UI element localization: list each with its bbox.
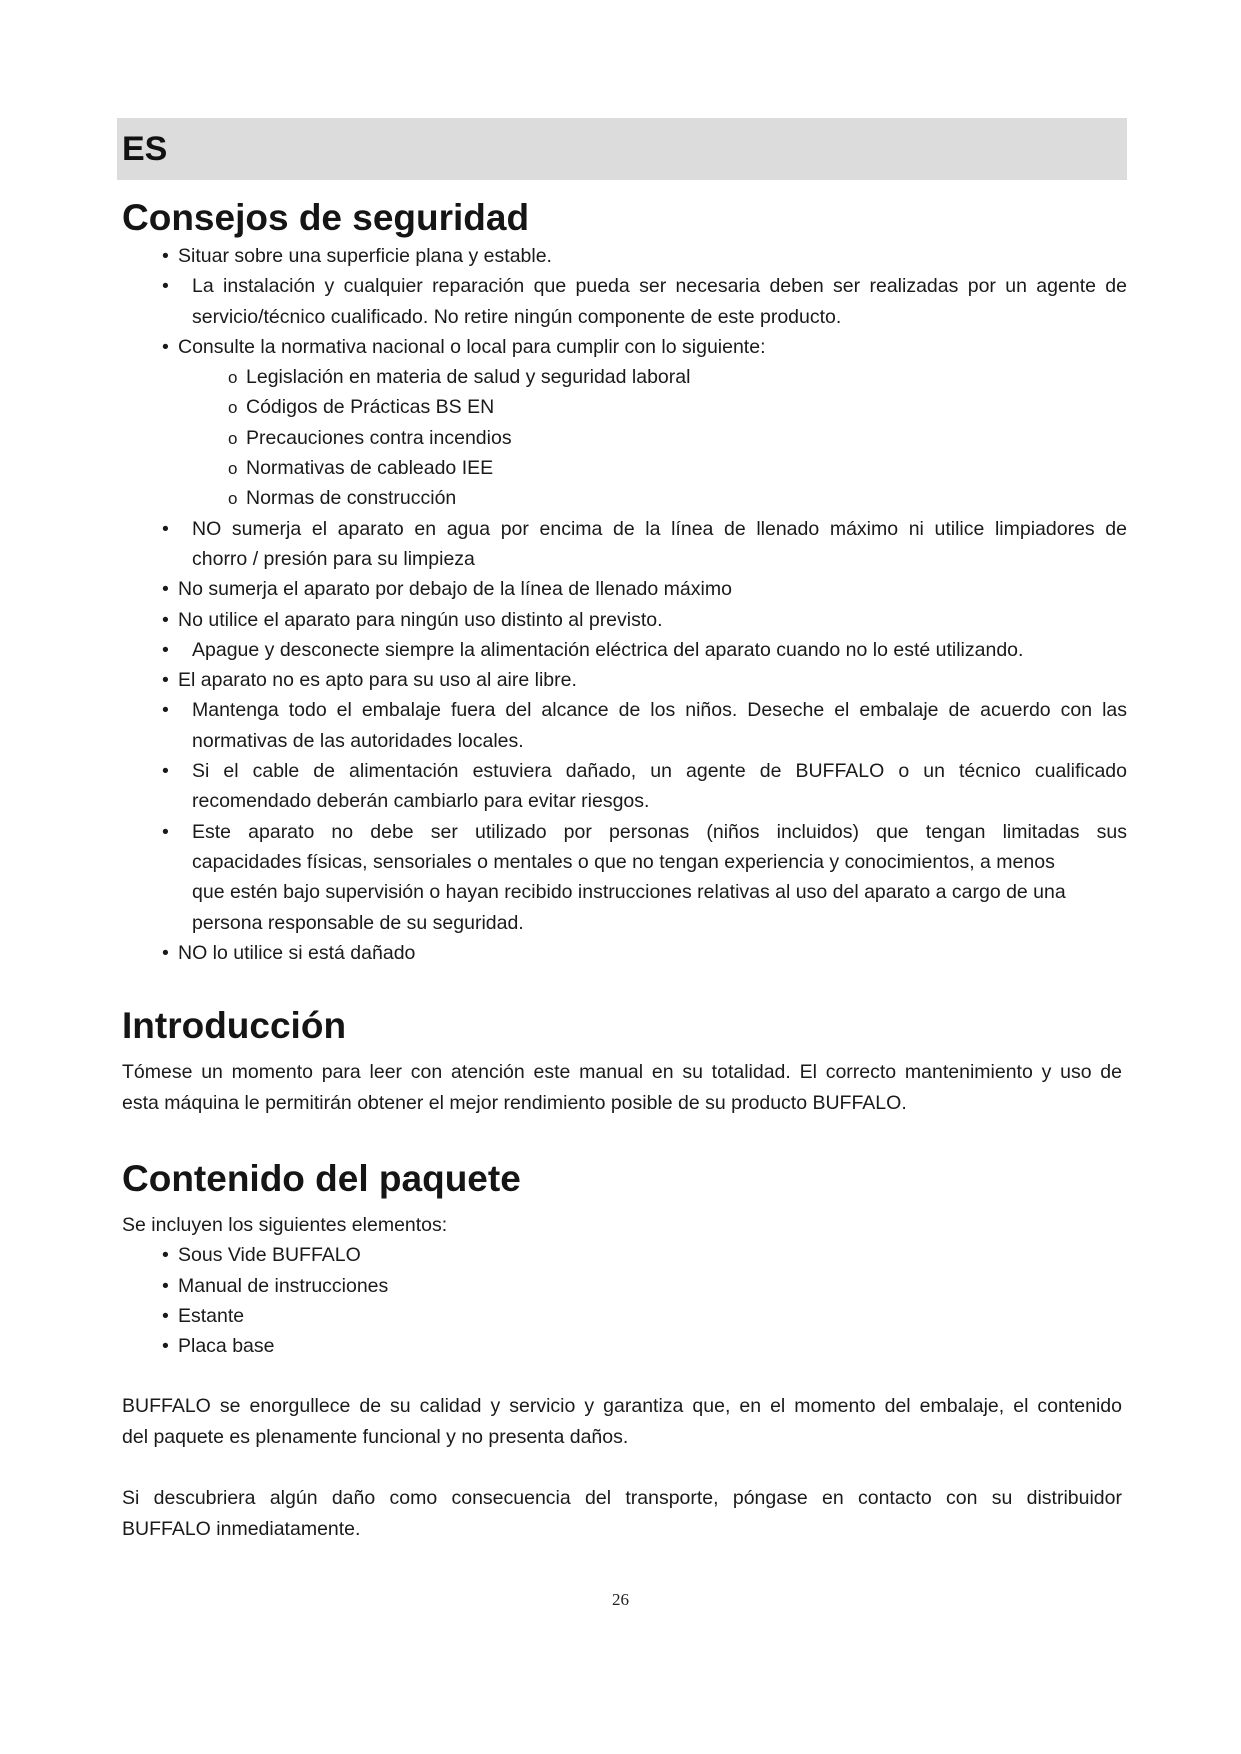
list-item: • Manual de instrucciones — [122, 1271, 1127, 1301]
sub-list-item: o Normativas de cableado IEE — [122, 453, 1127, 483]
list-item: • NO sumerja el aparato en agua por encima de la línea de llenado máximo ni utilice limpiadores de — [122, 514, 1127, 544]
package-heading: Contenido del paquete — [122, 1158, 521, 1199]
sub-list-item: o Precauciones contra incendios — [122, 423, 1127, 453]
language-header-bar — [117, 118, 1127, 180]
list-item: • Este aparato no debe ser utilizado por personas (niños incluidos) que tengan limitadas sus — [122, 817, 1127, 847]
list-item-continuation: chorro / presión para su limpieza — [192, 547, 475, 570]
sub-list-item: o Códigos de Prácticas BS EN — [122, 392, 1127, 422]
list-item: • NO lo utilice si está dañado — [122, 938, 1127, 968]
list-item: • Apague y desconecte siempre la alimentación eléctrica del aparato cuando no lo esté utilizando. — [122, 635, 1127, 665]
list-item: • Placa base — [122, 1331, 1127, 1361]
list-item: • Sous Vide BUFFALO — [122, 1240, 1127, 1270]
bullet-icon: • — [162, 517, 169, 540]
list-item-continuation: recomendado deberán cambiarlo para evitar riesgos. — [192, 790, 650, 813]
page-number: 26 — [612, 1590, 629, 1609]
bullet-icon: • — [162, 1335, 169, 1358]
list-item: • El aparato no es apto para su uso al aire libre. — [122, 665, 1127, 695]
list-item: • Consulte la normativa nacional o local para cumplir con lo siguiente: — [122, 332, 1127, 362]
list-item: • No utilice el aparato para ningún uso distinto al previsto. — [122, 605, 1127, 635]
bullet-icon: • — [162, 820, 169, 843]
intro-paragraph: Tómese un momento para leer con atención este manual en su totalidad. El correcto mantenimiento y uso de esta máquina le permitirán obtener el mejor rendimiento posible de su producto BUFFALO. — [122, 1061, 1122, 1114]
list-item: • Situar sobre una superficie plana y estable. — [122, 241, 1127, 271]
safety-list — [122, 241, 1127, 968]
package-list — [122, 1210, 1127, 1361]
bullet-icon: • — [162, 578, 169, 601]
language-code: ES — [122, 130, 168, 168]
bullet-icon: • — [162, 245, 169, 267]
bullet-icon: • — [162, 335, 169, 358]
list-item: • La instalación y cualquier reparación que pueda ser necesaria deben ser realizadas por un agente de — [122, 271, 1127, 301]
list-item-continuation: capacidades físicas, sensoriales o mentales o que no tengan experiencia y conocimientos, a menos — [192, 850, 1055, 873]
circle-bullet-icon: o — [228, 489, 238, 509]
circle-bullet-icon: o — [228, 368, 238, 388]
bullet-icon: • — [162, 608, 169, 631]
quality-paragraph: BUFFALO se enorgullece de su calidad y servicio y garantiza que, en el momento del embalaje, el contenido del paquete es plenamente funcional y no presenta daños. — [122, 1395, 1122, 1448]
bullet-icon: • — [162, 669, 169, 692]
sub-list-item: o Legislación en materia de salud y seguridad laboral — [122, 362, 1127, 392]
circle-bullet-icon: o — [228, 459, 238, 479]
circle-bullet-icon: o — [228, 398, 238, 418]
bullet-icon: • — [162, 941, 169, 964]
safety-heading: Consejos de seguridad — [122, 197, 530, 238]
bullet-icon: • — [162, 1274, 169, 1297]
intro-heading: Introducción — [122, 1005, 347, 1046]
damage-paragraph: Si descubriera algún daño como consecuencia del transporte, póngase en contacto con su distribuidor BUFFALO inmediatamente. — [122, 1487, 1122, 1540]
list-item: • Mantenga todo el embalaje fuera del alcance de los niños. Deseche el embalaje de acuerdo con las — [122, 695, 1127, 725]
list-item: • Estante — [122, 1301, 1127, 1331]
bullet-icon: • — [162, 1304, 169, 1327]
bullet-icon: • — [162, 699, 169, 722]
list-item-continuation: que estén bajo supervisión o hayan recibido instrucciones relativas al uso del aparato a cargo de una — [192, 881, 1066, 904]
bullet-icon: • — [162, 275, 169, 298]
list-item-continuation: persona responsable de su seguridad. — [192, 911, 524, 934]
bullet-icon: • — [162, 760, 169, 783]
package-lead: Se incluyen los siguientes elementos: — [122, 1214, 448, 1236]
bullet-icon: • — [162, 1244, 169, 1267]
list-item: • Si el cable de alimentación estuviera dañado, un agente de BUFFALO o un técnico cualificado — [122, 756, 1127, 786]
list-item-continuation: servicio/técnico cualificado. No retire ningún componente de este producto. — [192, 305, 842, 328]
list-item-continuation: normativas de las autoridades locales. — [192, 729, 524, 752]
list-item: • No sumerja el aparato por debajo de la línea de llenado máximo — [122, 574, 1127, 604]
circle-bullet-icon: o — [228, 428, 238, 448]
bullet-icon: • — [162, 638, 169, 661]
sub-list-item: o Normas de construcción — [122, 483, 1127, 513]
